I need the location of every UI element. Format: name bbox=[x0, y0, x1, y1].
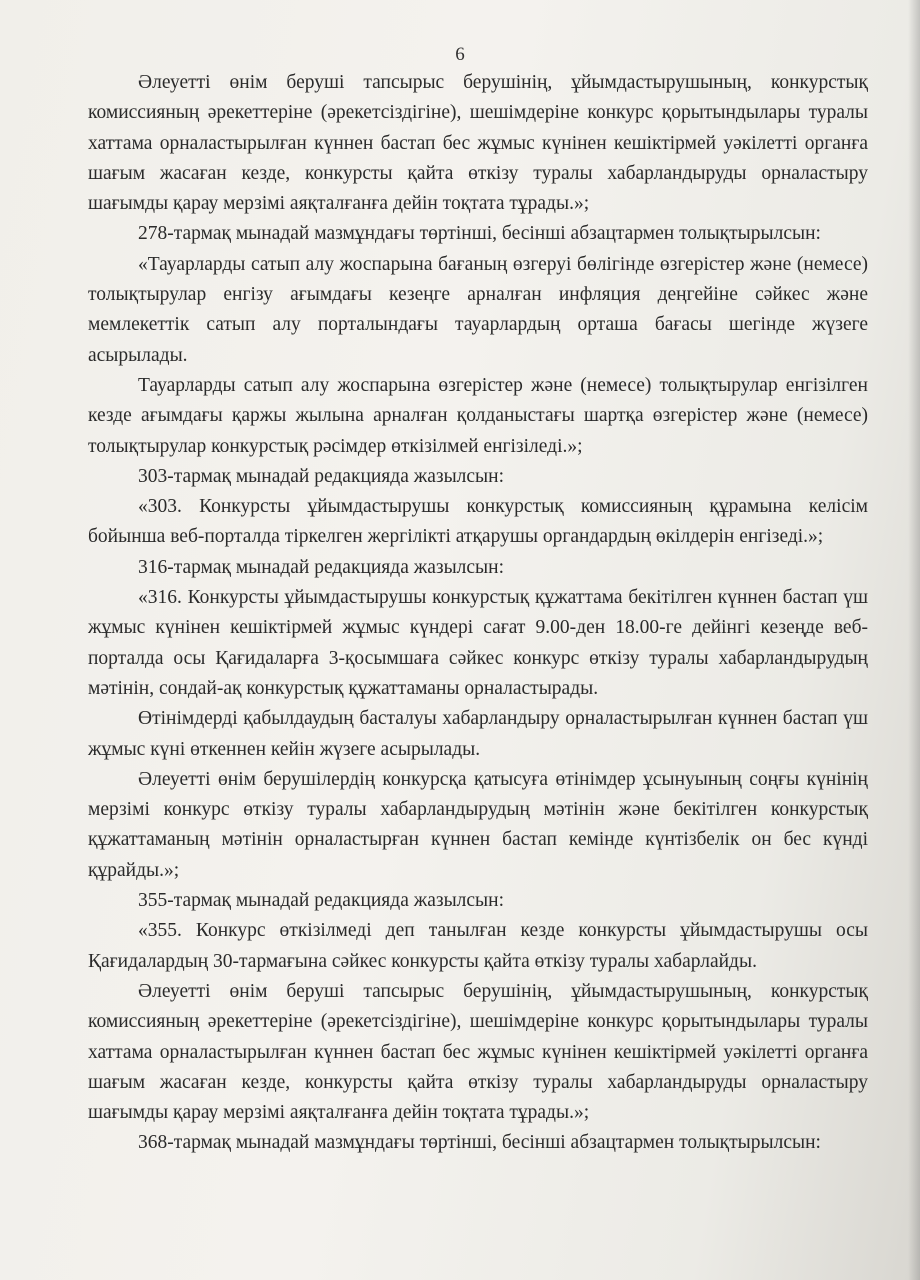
paragraph: Әлеуетті өнім берушілердің конкурсқа қатысуға өтінімдер ұсынуының соңғы күнінің мерзімі конкурс өткізу туралы хабарландырудың мәтінін және бекітілген конкурстық құжаттаманың мәтінін орналастырған күннен бастап кемінде күнтізбелік он бес күнді құрайды.»; bbox=[88, 768, 868, 881]
paragraph: «303. Конкурсты ұйымдастырушы конкурстық комиссияның құрамына келісім бойынша веб-порталда тіркелген жергілікті атқарушы органдардың өкілдерін енгізеді.»; bbox=[88, 496, 868, 548]
paragraph: 355-тармақ мынадай редакцияда жазылсын: bbox=[138, 890, 505, 912]
paragraph: Өтінімдерді қабылдаудың басталуы хабарландыру орналастырылған күннен бастап үш жұмыс күні өткеннен кейін жүзеге асырылады. bbox=[88, 708, 868, 760]
page-number: 6 bbox=[455, 44, 465, 65]
paragraph: Тауарларды сатып алу жоспарына өзгерістер және (немесе) толықтырулар енгізілген кезде ағымдағы қаржы жылына арналған қолданыстағы шартқа өзгерістер және (немесе) толықтырулар конкурстық рәсімдер өткізілмей енгізіледі.»; bbox=[88, 374, 868, 457]
paragraph: 368-тармақ мынадай мазмұндағы төртінші, бесінші абзацтармен толықтырылсын: bbox=[138, 1132, 821, 1154]
paragraph: Әлеуетті өнім беруші тапсырыс берушінің, ұйымдастырушының, конкурстық комиссияның әрекеттеріне (әрекетсіздігіне), шешімдеріне конкурс қорытындылары туралы хаттама орналастырылған күннен бастап бес жұмыс күнінен кешіктірмей уәкілетті органға шағым жасаған кезде, конкурсты қайта өткізу туралы хабарландыруды орналастыру шағымды қарау мерзімі аяқталғанға дейін тоқтата тұрады.»; bbox=[88, 980, 868, 1124]
paragraph: «355. Конкурс өткізілмеді деп танылған кезде конкурсты ұйымдастырушы осы Қағидалардың 30-тармағына сәйкес конкурсты қайта өткізу туралы хабарлайды. bbox=[88, 920, 868, 972]
paragraph: 303-тармақ мынадай редакцияда жазылсын: bbox=[138, 465, 505, 487]
paragraph: 278-тармақ мынадай мазмұндағы төртінші, бесінші абзацтармен толықтырылсын: bbox=[138, 223, 821, 245]
document-body bbox=[88, 68, 868, 1159]
paragraph: «Тауарларды сатып алу жоспарына бағаның өзгеруі бөлігінде өзгерістер және (немесе) толықтырулар енгізу ағымдағы кезеңге арналған инфляция деңгейіне сәйкес және мемлекеттік сатып алу порталындағы тауарлардың орташа бағасы шегінде жүзеге асырылады. bbox=[88, 253, 868, 366]
paragraph: Әлеуетті өнім беруші тапсырыс берушінің, ұйымдастырушының, конкурстық комиссияның әрекеттеріне (әрекетсіздігіне), шешімдеріне конкурс қорытындылары туралы хаттама орналастырылған күннен бастап бес жұмыс күнінен кешіктірмей уәкілетті органға шағым жасаған кезде, конкурсты қайта өткізу туралы хабарландыруды орналастыру шағымды қарау мерзімі аяқталғанға дейін тоқтата тұрады.»; bbox=[88, 72, 868, 215]
page-edge-shadow bbox=[908, 0, 920, 1280]
paragraph: «316. Конкурсты ұйымдастырушы конкурстық құжаттама бекітілген күннен бастап үш жұмыс күнінен кешіктірмей жұмыс күндері сағат 9.00-ден 18.00-ге дейінгі кезеңде веб-порталда осы Қағидаларға 3-қосымшаға сәйкес конкурс өткізу туралы хабарландырудың мәтінін, сондай-ақ конкурстық құжаттаманы орналастырады. bbox=[88, 587, 868, 699]
paragraph: 316-тармақ мынадай редакцияда жазылсын: bbox=[138, 556, 505, 578]
